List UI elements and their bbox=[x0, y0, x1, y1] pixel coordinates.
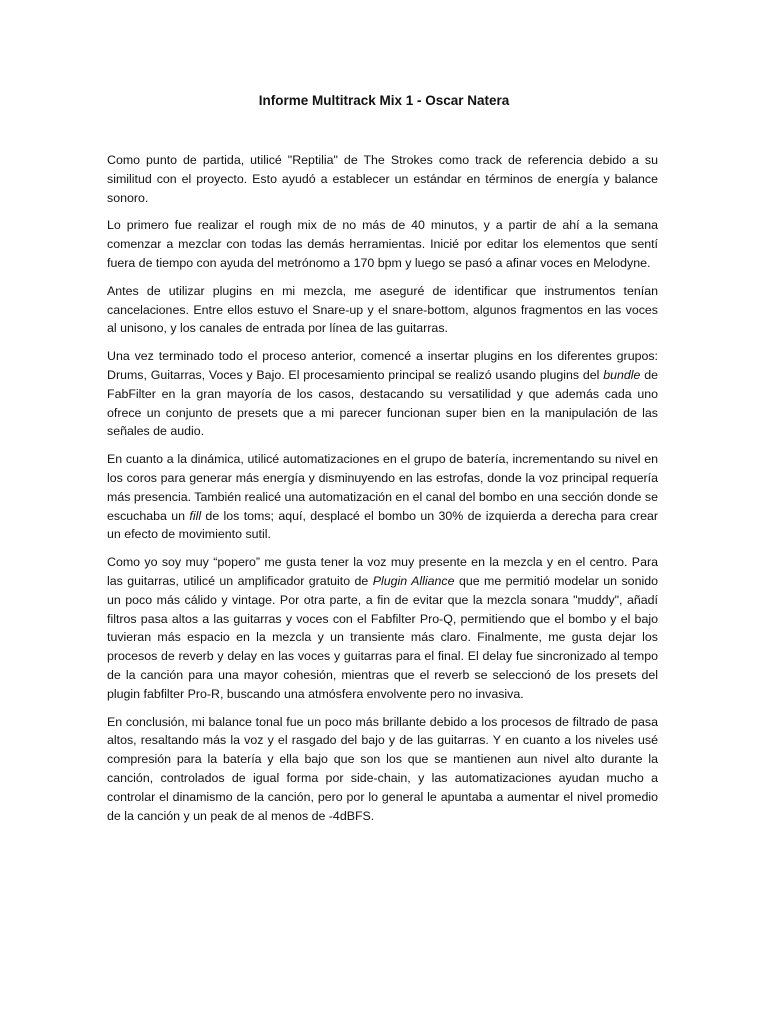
paragraph-7 bbox=[107, 713, 658, 826]
text-run: de los toms; aquí, desplacé el bombo un 30% de izquierda a derecha para crear un efecto de movimiento sutil. bbox=[107, 508, 658, 542]
paragraph-6 bbox=[107, 553, 658, 703]
text-run: En cuanto a la dinámica, utilicé automatizaciones en el grupo de batería, incrementando su nivel en los coros para generar más energía y disminuyendo en las estrofas, donde la voz principal requería más presencia. También realicé una automatización en el canal del bombo en una sección donde se escuchaba un bbox=[107, 452, 658, 523]
text-run: Una vez terminado todo el proceso anterior, comencé a insertar plugins en los diferentes grupos: Drums, Guitarras, Voces y Bajo. El procesamiento principal se realizó usando plugins del bbox=[107, 349, 658, 382]
text-run: Antes de utilizar plugins en mi mezcla, me aseguré de identificar que instrumentos tenían cancelaciones. Entre ellos estuvo el Snare-up y el snare-bottom, algunos fragmentos en las voces al unisono, y los canales de entrada por línea de las guitarras. bbox=[107, 283, 658, 336]
text-run: Lo primero fue realizar el rough mix de no más de 40 minutos, y a partir de ahí a la semana comenzar a mezclar con todas las demás herramientas. Inicié por editar los elementos que sentí fuera de tiempo con ayuda del metrónomo a 170 bpm y luego se pasó a afinar voces en Melodyne. bbox=[107, 218, 658, 270]
text-run: de FabFilter en la gran mayoría de los casos, destacando su versatilidad y que además cada uno ofrece un conjunto de presets que a mi parecer funcionan super bien en la manipulación de las señales de audio. bbox=[107, 367, 658, 439]
document-title: Informe Multitrack Mix 1 - Oscar Natera bbox=[258, 93, 510, 108]
paragraph-4 bbox=[107, 347, 658, 441]
italic-term: bundle bbox=[603, 367, 641, 382]
text-run: Como yo soy muy “popero” me gusta tener la voz muy presente en la mezcla y en el centro. Para las guitarras, utilicé un amplificador gratuito de bbox=[107, 555, 658, 588]
document-body bbox=[107, 151, 658, 834]
italic-term: Plugin Alliance bbox=[372, 573, 455, 588]
text-run: que me permitió modelar un sonido un poco más cálido y vintage. Por otra parte, a fin de evitar que la mezcla sonara "muddy", añadí filtros pasa altos a las guitarras y voces con el Fabfilter Pro-Q, permitiendo que el bombo y el bajo tuvieran más espacio en la mezcla y un transiente más claro. Finalmente, me gusta dejar los procesos de reverb y delay en las voces y guitarras para el final. El delay fue sincronizado al tempo de la canción para una mayor cohesión, mientras que el reverb se seleccionó de los presets del plugin fabfilter Pro-R, buscando una atmósfera envolvente pero no invasiva. bbox=[107, 573, 658, 701]
paragraph-2 bbox=[107, 216, 658, 272]
text-run: Como punto de partida, utilicé "Reptilia" de The Strokes como track de referencia debido a su similitud con el proyecto. Esto ayudó a establecer un estándar en términos de energía y balance sonoro. bbox=[107, 153, 658, 205]
paragraph-5 bbox=[107, 450, 658, 544]
paragraph-1 bbox=[107, 151, 658, 207]
paragraph-3 bbox=[107, 282, 658, 338]
text-run: En conclusión, mi balance tonal fue un poco más brillante debido a los procesos de filtrado de pasa altos, resaltando más la voz y el rasgado del bajo y de las guitarras. Y en cuanto a los niveles usé compresión para la batería y ella bajo que son los que se mantienen aun nivel alto durante la canción, controlados de igual forma por side-chain, y las automatizaciones ayudan mucho a controlar el dinamismo de la canción, pero por lo general le apuntaba a aumentar el nivel promedio de la canción y un peak de al menos de -4dBFS. bbox=[107, 714, 658, 823]
italic-term: fill bbox=[189, 508, 202, 523]
